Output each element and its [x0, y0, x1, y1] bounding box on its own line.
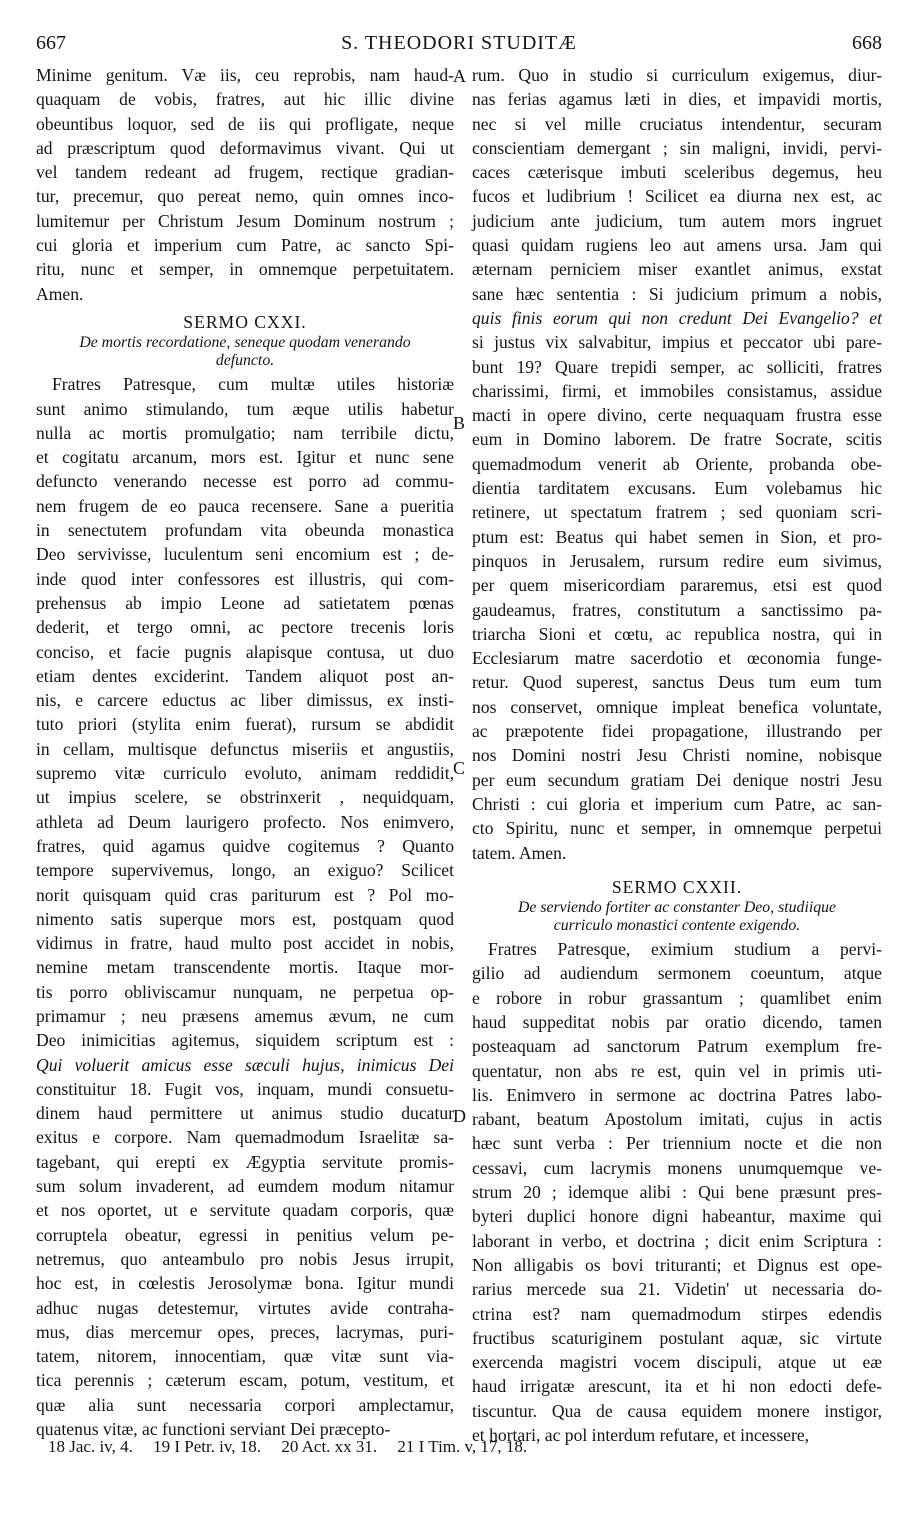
sermo-121-subtitle-line1: De mortis recordatione, seneque quodam venerando [79, 334, 411, 352]
text-line: rum. Quo in studio si curriculum exigemus, diur- [472, 65, 882, 85]
page-number-left: 667 [36, 32, 66, 54]
footnotes [48, 1437, 882, 1457]
text-line: primamur ; neu præsens amemus ævum, ne cum [36, 1005, 454, 1026]
sermo-121-title: SERMO CXXI. [183, 311, 307, 332]
text-line: quasi quidam rugiens leo aut amens ursa. Jam qui [472, 235, 882, 256]
left-intro-text [36, 63, 454, 306]
text-line: nem frugem de eo pauca recensere. Sane a pueritia [36, 495, 454, 516]
text-line: dederit, et tergo omni, ac pectore trecenis loris [36, 617, 454, 638]
text-line: quentatur, non abs re est, quin vel in primis uti- [472, 1060, 882, 1081]
text-line: lumitemur per Christum Jesum Dominum nostrum ; [36, 210, 454, 231]
text-line: etiam dentes exciderint. Tandem aliquot post an- [36, 665, 454, 686]
text-line: nulla ac mortis promulgatio; nam terribile dictu, [36, 422, 454, 443]
text-line: in senectutem profundam vita obeunda monastica [36, 520, 454, 541]
text-line: in cellam, multisque defunctus miseriis et angustiis, [36, 738, 454, 759]
text-line: vidimus in fratre, haud multo post accidet in nobis, [36, 933, 454, 954]
sermo-121-subtitle-line2: defuncto. [215, 352, 275, 370]
text-line: defuncto venerando necesse est porro ad commu- [36, 471, 454, 492]
text-line: prehensus ab impio Leone ad satietatem pœnas [36, 592, 454, 613]
text-line: quis finis eorum qui non credunt Dei Evangelio? et [472, 307, 882, 328]
text-line: laborant in verbo, et doctrina ; dicit enim Scriptura : [472, 1230, 882, 1251]
text-line: conciso, et facie pugnis alapisque contusa, ut duo [36, 641, 454, 662]
text-line: ac præpotente fidei propagatione, illustrando per [472, 721, 882, 742]
text-line: netremus, quo anteambulo pro nobis Jesus irrupit, [36, 1248, 454, 1269]
margin-marker-c: C [453, 758, 466, 778]
sermo-121-body [36, 372, 454, 1441]
text-line: Qui voluerit amicus esse sæculi hujus, inimicus Dei [36, 1054, 454, 1075]
right-continuation-text [472, 63, 882, 865]
text-line: et nos oportet, ut e servitute quadam corporis, quæ [36, 1200, 454, 1221]
text-line: ad præscriptum quod deformavimus vivant. Qui ut [36, 137, 454, 158]
text-line: quemadmodum venerit ab Oriente, probanda obe- [472, 453, 882, 474]
text-line: tatem. Amen. [472, 842, 567, 863]
footnote-20: 20 Act. xx 31. [281, 1437, 378, 1456]
text-line: tur, precemur, quo pereat nemo, quin omnes inco- [36, 186, 454, 207]
text-line: bunt 19? Quare trepidi semper, ac solliciti, fratres [472, 356, 882, 377]
text-line: dientia tarditatem excusans. Eum volebamus hic [472, 478, 882, 499]
text-line: tiscuntur. Qua de causa equidem monere instigor, [472, 1400, 882, 1421]
text-line: Christi : cui gloria et imperium cum Patre, ac san- [472, 793, 882, 814]
text-line: exitus e corpore. Nam quemadmodum Israelitæ sa- [36, 1127, 454, 1148]
text-line: fructibus scaturiginem postulant aquæ, sic virtute [472, 1327, 882, 1348]
text-line: haud suppeditat nobis par oratio dicendo, tamen [472, 1011, 882, 1032]
text-line: caces cæterisque imbuti sceleribus degemus, heu [472, 162, 882, 183]
text-line: inde quod inter confessores est illustris, qui com- [36, 568, 454, 589]
text-line: ritu, nunc et semper, in omnemque perpetuitatem. [36, 259, 454, 280]
text-line: triarcha Sioni et cœtu, ac republica nostra, qui in [472, 623, 882, 644]
footnote-19: 19 I Petr. iv, 18. [153, 1437, 262, 1456]
text-line: et cogitatu arcanum, mors est. Igitur et nunc sene [36, 447, 454, 468]
text-line: rarius mercede sua 21. Videtin' ut necessaria do- [472, 1279, 882, 1300]
text-line: Fratres Patresque, eximium studium a pervi- [488, 939, 882, 960]
text-line: si justus vix salvabitur, impius et peccator ubi pare- [472, 332, 882, 353]
text-line: conscientiam demergant ; sin maligni, invidi, pervi- [472, 137, 882, 158]
text-line: quæ alia sunt necessaria corpori amplectamur, [36, 1394, 454, 1415]
text-line: Ecclesiarum matre sacerdotio et œconomia funge- [472, 648, 882, 669]
text-line: nemine metam transcendente mortis. Itaque mor- [36, 957, 454, 978]
text-line: macti in opere divino, certe nequaquam frustra esse [472, 405, 882, 426]
text-line: tuto priori (stylita enim fuerat), rursum se abdidit [36, 714, 454, 735]
text-line: judicium ante judicium, tum autem mors ingruet [472, 210, 882, 231]
text-line: nec si vel mille cruciatus intendentur, securam [472, 113, 882, 134]
text-line: sane hæc sententia : Si judicium primum a nobis, [472, 283, 882, 304]
text-line: charissimi, firmi, et immobiles consistamus, assidue [472, 380, 882, 401]
text-line: retur. Quod superest, sanctus Deus tum eum tum [472, 672, 882, 693]
text-line: fucos et ludibrium ! Scilicet ea diurna nex est, ac [472, 186, 882, 207]
text-line: nimento satis superque mors est, postquam quod [36, 908, 454, 929]
text-line: cto Spiritu, nunc et semper, in omnemque perpetui [472, 818, 882, 839]
margin-marker-d: D [453, 1106, 466, 1126]
text-line: mus, dias mercemur opes, preces, lacrymas, puri- [36, 1321, 454, 1342]
text-line: constituitur 18. Fugit vos, inquam, mundi consuetu- [36, 1078, 454, 1099]
text-line: fratres, quid agamus quidve cogitemus ? Quanto [36, 835, 454, 856]
text-line: posteaquam ad sanctorum Patrum exemplum fre- [472, 1036, 882, 1057]
text-line: Non alligabis os bovi trituranti; et Dignus est ope- [472, 1254, 882, 1275]
text-line: nos conservet, omnique impleat benefica voluntate, [472, 696, 882, 717]
text-line: adhuc nugas detestemur, virtutes avide contraha- [36, 1297, 454, 1318]
text-line: e robore in robur grassantum ; quamlibet enim [472, 987, 882, 1008]
text-line: retinere, ut spectatum fratrem ; sed quoniam scri- [472, 502, 882, 523]
text-line: nas ferias agamus læti in dies, et impavidi mortis, [472, 89, 882, 110]
text-line: dinem haud permittere ut animus studio ducatur [36, 1103, 454, 1124]
text-line: nos Domini nostri Jesu Christi nomine, nobisque [472, 745, 882, 766]
text-line: ptum est: Beatus qui habet semen in Sion, et pro- [472, 526, 882, 547]
text-line: pinquos in Jerusalem, rursum redire eum sivimus, [472, 550, 882, 571]
right-column [472, 63, 882, 1447]
margin-marker-a: A [453, 66, 466, 86]
text-line: lis. Enimvero in sermone ac doctrina Patres labo- [472, 1084, 882, 1105]
text-line: æternam perniciem miser exantlet animus, exstat [472, 259, 882, 280]
text-line: sum solum invaderent, ad eumdem modum nitamur [36, 1176, 454, 1197]
running-title: S. THEODORI STUDITÆ [341, 32, 577, 54]
text-line: vel tandem redeant ad frugem, rectique gradian- [36, 162, 454, 183]
text-line: hæc sunt verba : Per triennium nocte et die non [472, 1133, 882, 1154]
text-line: tagebant, qui erepti ex Ægyptia servitute promis- [36, 1151, 454, 1172]
page-number-right: 668 [852, 32, 882, 54]
text-line: cessavi, cum lacrymis monens unumquemque ve- [472, 1157, 882, 1178]
text-line: hoc est, in cœlestis Jerosolymæ bona. Igitur mundi [36, 1273, 454, 1294]
text-line: sunt animo stimulando, tum æque utilis habetur [36, 398, 454, 419]
text-line: gaudeamus, fratres, constitutum a sanctissimo pa- [472, 599, 882, 620]
text-line: Fratres Patresque, cum multæ utiles historiæ [52, 374, 454, 395]
left-column [36, 63, 454, 1441]
text-line: quaquam de vobis, fratres, aut hic illic divine [36, 89, 454, 110]
text-line: supremo vitæ curriculo evoluto, animam reddidit, [36, 763, 454, 784]
text-line: norit quisquam quid cras pariturum est ? Pol mo- [36, 884, 454, 905]
text-line: tatem, nitorem, innocentiam, quæ vitæ sunt via- [36, 1346, 454, 1367]
text-line: quatenus vitæ, ac functioni serviant Dei præcepto- [36, 1419, 391, 1440]
text-line: Deo inimicitias agitemus, siquidem scriptum est : [36, 1030, 454, 1051]
sermo-122-subtitle-line2: curriculo monastici contente exigendo. [553, 917, 801, 935]
text-line: per quem misericordiam pararemus, etsi est quod [472, 575, 882, 596]
footnote-18: 18 Jac. iv, 4. [48, 1437, 133, 1456]
text-line: rabant, beatum Apostolum imitati, cujus in actis [472, 1109, 882, 1130]
text-line: ut impius scelere, se obstrinxerit , nequidquam, [36, 787, 454, 808]
sermo-122-subtitle-line1: De serviendo fortiter ac constanter Deo, studiique [517, 899, 837, 917]
text-line: strum 20 ; idemque alibi : Qui bene præsunt pres- [472, 1182, 882, 1203]
text-line: haud irrigatæ arescunt, ita et hi non edocti defe- [472, 1376, 882, 1397]
margin-marker-b: B [453, 413, 466, 433]
text-line: byteri duplici honore digni habeantur, maxime qui [472, 1206, 882, 1227]
footnote-21: 21 I Tim. v, 17, 18. [397, 1437, 528, 1456]
text-line: corruptela obeatur, egressi in penitius velum pe- [36, 1224, 454, 1245]
text-line: eum in Domino laborem. De fratre Socrate, scitis [472, 429, 882, 450]
text-line: nis, e carcere eductus ac liber dimissus, ex insti- [36, 690, 454, 711]
text-line: Deo servivisse, luculentum seni encomium est ; de- [36, 544, 454, 565]
text-line: ctrina est? nam quemadmodum stirpes edendis [472, 1303, 882, 1324]
text-line: athleta ad Deum laurigero profecto. Nos enimvero, [36, 811, 454, 832]
text-line: obeuntibus loquor, sed de iis qui profligate, neque [36, 113, 454, 134]
sermo-122-title: SERMO CXXII. [611, 876, 743, 897]
text-line: per eum secundum gratiam Dei denique nostri Jesu [472, 769, 882, 790]
page-header [36, 32, 882, 62]
text-line: Minime genitum. Væ iis, ceu reprobis, nam haud- [36, 65, 454, 85]
text-line: exercenda magistri vocem discipuli, atque ut eæ [472, 1352, 882, 1373]
sermo-122-body [472, 937, 882, 1447]
text-line: Amen. [36, 283, 84, 304]
text-line: cui gloria et imperium cum Patre, ac sancto Spi- [36, 235, 454, 256]
text-line: gilio ad audiendum sermonem coeuntum, atque [472, 963, 882, 984]
text-line: tempore supervivemus, longo, an exiguo? Scilicet [36, 860, 454, 881]
text-line: tica perennis ; cæterum escam, potum, vestitum, et [36, 1370, 454, 1391]
text-line: tis porro obliviscamur nunquam, ne perpetua op- [36, 981, 454, 1002]
text-line: et hortari, ac pol interdum refutare, et incessere, [472, 1425, 810, 1446]
